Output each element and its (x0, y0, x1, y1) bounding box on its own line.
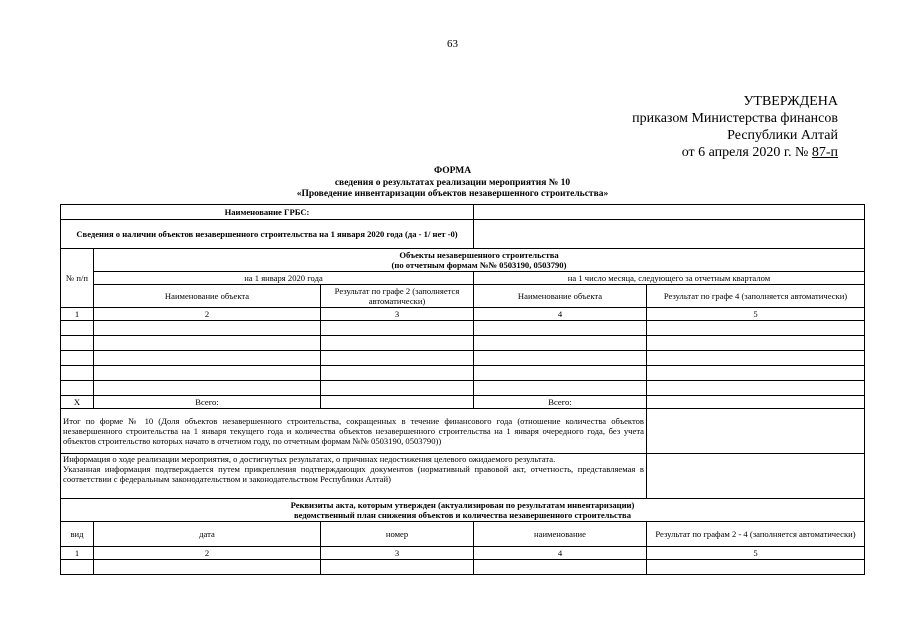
period-header-quarter: на 1 число месяца, следующего за отчетным кварталом (474, 272, 865, 285)
total-label-2: Всего: (474, 396, 647, 409)
form-event-name: «Проведение инвентаризации объектов незавершенного строительства» (296, 189, 609, 199)
table-row (61, 336, 865, 351)
form-subtitle: сведения о результатах реализации мероприятия № 10 (334, 177, 571, 188)
column-numbers-row (61, 308, 865, 321)
total-label-1: Всего: (94, 396, 321, 409)
period-row (61, 272, 865, 285)
col-result-2: Результат по графе 2 (заполняется автоматически) (321, 285, 474, 308)
act-col-date: дата (94, 522, 321, 547)
objects-header-row (61, 249, 865, 272)
act-col-index: 4 (474, 547, 647, 560)
info-row (61, 454, 865, 499)
act-col-name: наименование (474, 522, 647, 547)
info-text: Информация о ходе реализации мероприятия, о достигнутых результатах, о причинах недостижения целевого ожидаемого результата. Указанная информация подтверждается путем прикрепления подтверждающих документов (нормативный правовой акт, отчетность, представляемая в соответствии с федеральным законодательством и законодательством Республики Алтай) (61, 454, 647, 499)
col-number: 1 (61, 308, 94, 321)
act-col-result: Результат по графам 2 - 4 (заполняется автоматически) (647, 522, 865, 547)
act-col-index: 3 (321, 547, 474, 560)
approval-title: УТВЕРЖДЕНА (743, 94, 838, 109)
col-number: 3 (321, 308, 474, 321)
approval-date: от 6 апреля 2020 г. № 87-п (681, 145, 838, 160)
col-number: 4 (474, 308, 647, 321)
objects-header: Объекты незавершенного строительства (по отчетным формам №№ 0503190, 0503790) (94, 249, 865, 272)
form-label: ФОРМА (433, 166, 472, 176)
act-columns-row (61, 522, 865, 547)
columns-header-row (61, 285, 865, 308)
period-header-jan: на 1 января 2020 года (94, 272, 474, 285)
result-value[interactable] (647, 409, 865, 454)
info-value[interactable] (647, 454, 865, 499)
result-text: Итог по форме № 10 (Доля объектов незавершенного строительства, сокращенных в течение финансового года (отношение количества объектов незавершенного строительства на 1 января текущего года и количества объектов незавершенного строительства на 1 января очередного года, без учета объектов строительство которых начато в отчетном году, по отчетным формам №№ 0503190, 0503790)) (61, 409, 647, 454)
presence-row (61, 220, 865, 249)
act-data-row (61, 560, 865, 575)
total-value-2[interactable] (647, 396, 865, 409)
act-col-type: вид (61, 522, 94, 547)
table-row (61, 351, 865, 366)
table-row (61, 321, 865, 336)
presence-value[interactable] (474, 220, 865, 249)
total-marker: Х (61, 396, 94, 409)
act-col-index: 2 (94, 547, 321, 560)
act-col-index: 1 (61, 547, 94, 560)
presence-label: Сведения о наличии объектов незавершенного строительства на 1 января 2020 года (да - 1/ нет -0) (61, 220, 474, 249)
num-header: № п/п (61, 249, 94, 308)
table-row (61, 381, 865, 396)
result-row (61, 409, 865, 454)
col-object-name-2: Наименование объекта (474, 285, 647, 308)
act-header: Реквизиты акта, которым утвержден (актуализирован по результатам инвентаризации) ведомственный план снижения объектов и количества незавершенного строительства (61, 499, 865, 522)
page-number: 63 (447, 38, 458, 50)
order-number: 87-п (811, 145, 838, 160)
act-col-index: 5 (647, 547, 865, 560)
act-numbers-row (61, 547, 865, 560)
form-title (0, 166, 905, 201)
act-col-number: номер (321, 522, 474, 547)
col-number: 5 (647, 308, 865, 321)
total-value-1[interactable] (321, 396, 474, 409)
grbs-label: Наименование ГРБС: (61, 205, 474, 220)
col-result-4: Результат по графе 4 (заполняется автоматически) (647, 285, 865, 308)
approval-region: Республики Алтай (727, 128, 838, 143)
approval-order: приказом Министерства финансов (632, 111, 838, 126)
total-row (61, 396, 865, 409)
act-header-row (61, 499, 865, 522)
report-table (60, 204, 865, 575)
col-object-name-1: Наименование объекта (94, 285, 321, 308)
col-number: 2 (94, 308, 321, 321)
grbs-value[interactable] (474, 205, 865, 220)
grbs-row (61, 205, 865, 220)
table-row (61, 366, 865, 381)
approval-stamp (632, 93, 838, 161)
